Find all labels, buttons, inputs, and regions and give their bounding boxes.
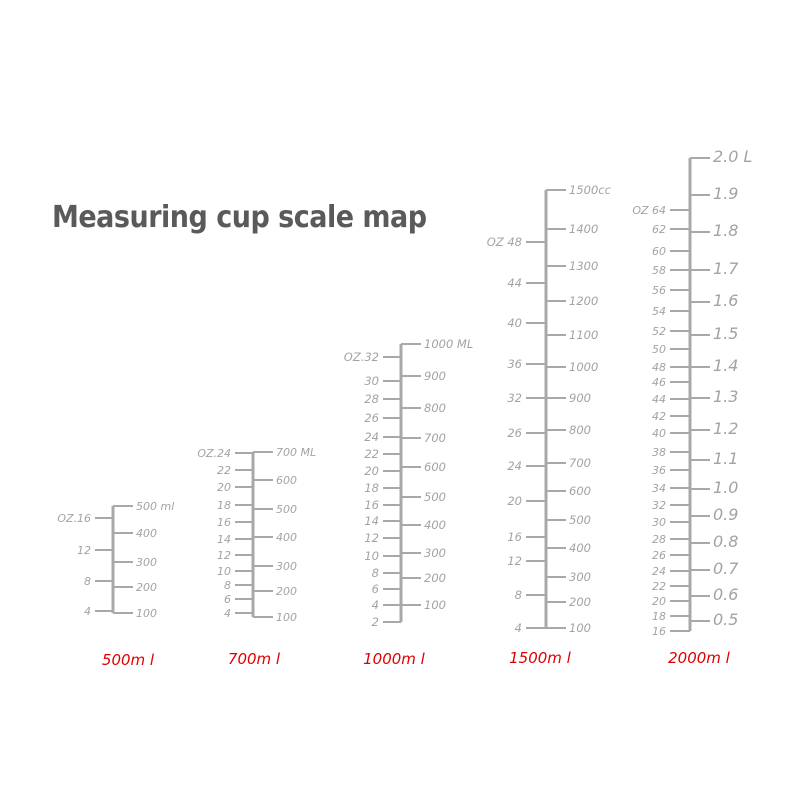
- ml-tick-label: 1.3: [713, 387, 739, 406]
- ml-tick-label: 300: [276, 560, 297, 573]
- ml-tick-label: 1500cc: [569, 183, 611, 197]
- ml-tick-label: 0.7: [713, 559, 739, 578]
- ml-tick-label: 400: [424, 518, 446, 532]
- oz-tick-label: 8: [224, 579, 231, 592]
- ml-tick-label: 900: [424, 369, 446, 383]
- ml-tick-label: 1.4: [713, 356, 739, 375]
- ml-tick-label: 1.6: [713, 291, 739, 310]
- ml-tick-label: 0.6: [713, 585, 739, 604]
- oz-tick-label: OZ 64: [632, 204, 666, 217]
- ml-tick-label: 200: [276, 585, 297, 598]
- oz-tick-label: 54: [652, 305, 666, 318]
- oz-tick-label: 18: [364, 481, 379, 495]
- ml-tick-label: 600: [569, 484, 591, 498]
- ml-tick-label: 200: [569, 595, 591, 609]
- ml-tick-label: 1000: [569, 360, 599, 374]
- ml-tick-label: 0.8: [713, 532, 739, 551]
- oz-tick-label: 46: [652, 376, 666, 389]
- ml-tick-label: 700: [424, 431, 446, 445]
- ml-tick-label: 400: [136, 527, 157, 540]
- cup-capacity-label: 1000m l: [363, 650, 425, 668]
- oz-tick-label: OZ 48: [486, 235, 522, 249]
- ml-tick-label: 500: [276, 503, 297, 516]
- oz-tick-label: 20: [507, 494, 522, 508]
- oz-tick-label: 38: [652, 446, 666, 459]
- oz-tick-label: 52: [652, 325, 666, 338]
- oz-tick-label: 28: [652, 533, 666, 546]
- ml-tick-label: 300: [424, 546, 446, 560]
- oz-tick-label: 4: [371, 598, 379, 612]
- ml-tick-label: 1.5: [713, 324, 739, 343]
- cup-capacity-label: 1500m l: [509, 649, 571, 667]
- ml-tick-label: 300: [569, 570, 591, 584]
- oz-tick-label: 22: [364, 447, 379, 461]
- cup-capacity-label: 500m l: [101, 651, 155, 669]
- oz-tick-label: 60: [652, 245, 666, 258]
- oz-tick-label: 44: [507, 276, 522, 290]
- oz-tick-label: 22: [217, 464, 231, 477]
- ml-tick-label: 1400: [569, 222, 599, 236]
- ml-tick-label: 1300: [569, 259, 599, 273]
- ml-tick-label: 0.9: [713, 505, 739, 524]
- ml-tick-label: 700 ML: [276, 446, 317, 459]
- page-title: Measuring cup scale map: [52, 200, 427, 235]
- ml-tick-label: 600: [276, 474, 297, 487]
- ml-tick-label: 800: [424, 401, 446, 415]
- oz-tick-label: 16: [507, 530, 522, 544]
- oz-tick-label: 20: [217, 481, 231, 494]
- oz-tick-label: 4: [224, 607, 231, 620]
- ml-tick-label: 100: [276, 611, 297, 624]
- cup-capacity-label: 700m l: [227, 650, 281, 668]
- oz-tick-label: 8: [371, 566, 379, 580]
- oz-tick-label: 36: [652, 464, 666, 477]
- oz-tick-label: 36: [507, 357, 522, 371]
- oz-tick-label: 30: [364, 374, 379, 388]
- oz-tick-label: 10: [217, 565, 231, 578]
- ml-tick-label: 500 ml: [136, 500, 175, 513]
- ml-tick-label: 500: [569, 513, 591, 527]
- oz-tick-label: 14: [364, 514, 379, 528]
- oz-tick-label: 18: [217, 499, 231, 512]
- ml-tick-label: 600: [424, 460, 446, 474]
- oz-tick-label: 12: [364, 531, 379, 545]
- ml-tick-label: 900: [569, 391, 591, 405]
- oz-tick-label: 24: [652, 565, 666, 578]
- ml-tick-label: 1000 ML: [424, 337, 474, 351]
- oz-tick-label: 32: [507, 391, 522, 405]
- oz-tick-label: 8: [84, 575, 91, 588]
- ml-tick-label: 800: [569, 423, 591, 437]
- oz-tick-label: 12: [77, 544, 91, 557]
- oz-tick-label: 34: [652, 482, 666, 495]
- oz-tick-label: 14: [217, 533, 231, 546]
- oz-tick-label: 4: [84, 605, 91, 618]
- oz-tick-label: 44: [652, 393, 666, 406]
- oz-tick-label: 24: [507, 459, 522, 473]
- ml-tick-label: 200: [136, 581, 157, 594]
- ml-tick-label: 1100: [569, 328, 599, 342]
- oz-tick-label: 22: [652, 580, 666, 593]
- ml-tick-label: 400: [276, 531, 297, 544]
- ml-tick-label: 200: [424, 571, 446, 585]
- oz-tick-label: 24: [364, 430, 379, 444]
- oz-tick-label: 40: [652, 427, 666, 440]
- ml-tick-label: 300: [136, 556, 157, 569]
- ml-tick-label: 1.0: [713, 478, 739, 497]
- oz-tick-label: 26: [507, 426, 522, 440]
- ml-tick-label: 1200: [569, 294, 599, 308]
- oz-tick-label: 12: [507, 554, 522, 568]
- oz-tick-label: 16: [217, 516, 231, 529]
- oz-tick-label: 12: [217, 549, 231, 562]
- oz-tick-label: 62: [652, 223, 666, 236]
- ml-tick-label: 1.7: [713, 259, 739, 278]
- oz-tick-label: 26: [652, 549, 666, 562]
- oz-tick-label: 58: [652, 264, 666, 277]
- oz-tick-label: 20: [364, 464, 379, 478]
- ml-tick-label: 1.9: [713, 184, 739, 203]
- oz-tick-label: 42: [652, 410, 666, 423]
- ml-tick-label: 100: [136, 607, 157, 620]
- ml-tick-label: 400: [569, 541, 591, 555]
- oz-tick-label: 6: [224, 593, 231, 606]
- oz-tick-label: 16: [364, 498, 379, 512]
- cup-capacity-label: 2000m l: [668, 649, 730, 667]
- ml-tick-label: 700: [569, 456, 591, 470]
- oz-tick-label: 6: [371, 582, 379, 596]
- oz-tick-label: 4: [514, 621, 522, 635]
- oz-tick-label: 32: [652, 499, 666, 512]
- oz-tick-label: 50: [652, 343, 666, 356]
- oz-tick-label: 30: [652, 516, 666, 529]
- oz-tick-label: 40: [507, 316, 522, 330]
- ml-tick-label: 500: [424, 490, 446, 504]
- ml-tick-label: 1.2: [713, 419, 739, 438]
- ml-tick-label: 1.8: [713, 221, 739, 240]
- oz-tick-label: 26: [364, 411, 379, 425]
- ml-tick-label: 1.1: [713, 449, 739, 468]
- oz-tick-label: 18: [652, 610, 666, 623]
- oz-tick-label: 56: [652, 284, 666, 297]
- oz-tick-label: 16: [652, 625, 666, 638]
- ml-tick-label: 0.5: [713, 610, 739, 629]
- ml-tick-label: 100: [424, 598, 446, 612]
- oz-tick-label: 48: [652, 361, 666, 374]
- oz-tick-label: OZ.32: [343, 350, 379, 364]
- oz-tick-label: 20: [652, 595, 666, 608]
- oz-tick-label: OZ.24: [197, 447, 231, 460]
- ml-tick-label: 100: [569, 621, 591, 635]
- oz-tick-label: 8: [514, 588, 522, 602]
- oz-tick-label: 10: [364, 549, 379, 563]
- ml-tick-label: 2.0 L: [713, 147, 753, 166]
- oz-tick-label: 28: [364, 392, 379, 406]
- oz-tick-label: 2: [371, 615, 379, 629]
- oz-tick-label: OZ.16: [57, 512, 91, 525]
